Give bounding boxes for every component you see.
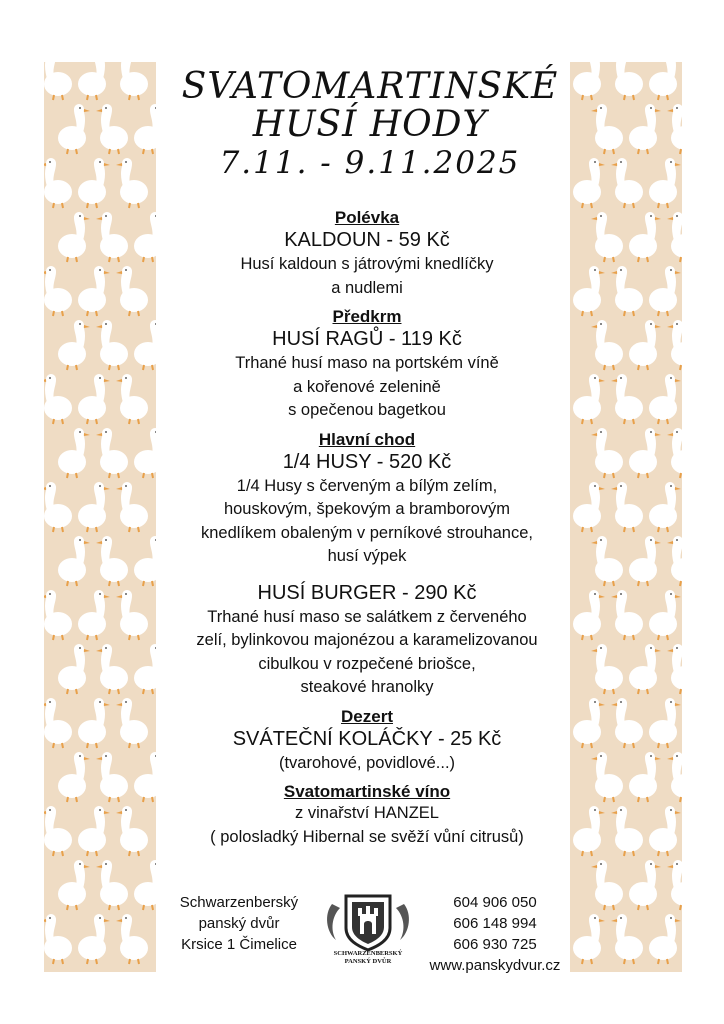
goose-pattern-icon <box>570 262 609 323</box>
dish-desc-line: knedlíkem obaleným v perníkové strouhance, <box>200 523 533 542</box>
goose-pattern-icon <box>570 370 609 431</box>
goose-pattern-icon <box>570 694 609 755</box>
goose-pattern-icon <box>92 532 132 593</box>
phone-number[interactable]: 606 148 994 <box>453 915 537 932</box>
goose-pattern-icon <box>54 748 94 809</box>
dish-desc-line: (tvarohové, povidlové...) <box>278 753 456 772</box>
phone-number[interactable]: 604 906 050 <box>453 894 537 911</box>
dish-desc-line: 1/4 Husy s červeným a bílým zelím, <box>236 476 498 495</box>
goose-pattern-icon <box>54 640 94 701</box>
goose-pattern-icon <box>625 532 665 593</box>
goose-pattern-icon <box>587 100 627 161</box>
goose-pattern-icon <box>92 856 132 917</box>
goose-pattern-icon <box>54 532 94 593</box>
goose-pattern-icon <box>625 748 665 809</box>
goose-pattern-icon <box>130 640 156 701</box>
goose-pattern-icon <box>130 424 156 485</box>
goose-pattern-icon <box>74 802 114 863</box>
goose-pattern-icon <box>44 154 76 215</box>
goose-pattern-icon <box>663 856 682 917</box>
goose-pattern-icon <box>130 316 156 377</box>
goose-pattern-icon <box>645 910 682 971</box>
goose-pattern-icon <box>645 586 682 647</box>
goose-pattern-icon <box>92 208 132 269</box>
goose-pattern-right <box>570 62 682 972</box>
dish-desc-line: houskovým, špekovým a bramborovým <box>223 500 511 518</box>
goose-pattern-icon <box>607 802 647 863</box>
goose-pattern-icon <box>663 748 682 809</box>
goose-pattern-icon <box>74 154 114 215</box>
goose-pattern-icon <box>587 424 627 485</box>
goose-pattern-icon <box>54 424 94 485</box>
goose-pattern-icon <box>607 478 647 539</box>
goose-pattern-icon <box>54 856 94 917</box>
goose-pattern-icon <box>570 802 609 863</box>
goose-pattern-icon <box>92 316 132 377</box>
dish-desc-line: a nudlemi <box>331 278 403 297</box>
logo-text-line: SCHWARZENBERSKÝ <box>333 950 403 957</box>
goose-pattern-icon <box>663 424 682 485</box>
goose-pattern-icon <box>607 262 647 323</box>
goose-pattern-icon <box>663 208 682 269</box>
dish-desc-line: husí výpek <box>327 547 407 565</box>
goose-pattern-icon <box>625 856 665 917</box>
goose-pattern-icon <box>625 208 665 269</box>
menu <box>160 207 574 849</box>
dish-desc-line: zelí, bylinkovou majonézou a karamelizovanou <box>196 631 538 649</box>
goose-pattern-icon <box>570 478 609 539</box>
event-dates: 7.11. - 9.11.2025 <box>219 145 521 181</box>
goose-pattern-icon <box>112 154 152 215</box>
dish-desc-line: cibulkou v rozpečené briošce, <box>258 654 476 673</box>
goose-pattern-icon <box>645 478 682 539</box>
section-heading-vino: Svatomartinské víno <box>283 782 451 801</box>
goose-pattern-icon <box>54 208 94 269</box>
goose-pattern-icon <box>112 910 152 971</box>
goose-pattern-icon <box>112 370 152 431</box>
goose-pattern-icon <box>663 316 682 377</box>
goose-pattern-icon <box>44 586 76 647</box>
phone-number[interactable]: 606 930 725 <box>453 936 537 953</box>
goose-pattern-icon <box>74 262 114 323</box>
goose-pattern-icon <box>74 586 114 647</box>
website-link[interactable]: www.panskydvur.cz <box>429 957 561 974</box>
goose-pattern-icon <box>92 640 132 701</box>
goose-pattern-icon <box>92 100 132 161</box>
section-heading-polevka: Polévka <box>334 208 400 227</box>
goose-pattern-icon <box>130 532 156 593</box>
goose-pattern-icon <box>607 694 647 755</box>
dish-desc-line: a kořenové zelenině <box>293 377 441 396</box>
goose-pattern-icon <box>607 910 647 971</box>
goose-pattern-icon <box>74 694 114 755</box>
goose-pattern-icon <box>112 694 152 755</box>
dish-husi-ragu: HUSÍ RAGŮ - 119 Kč <box>272 328 462 350</box>
goose-pattern-icon <box>625 100 665 161</box>
goose-pattern-icon <box>645 802 682 863</box>
address-line: Krsice 1 Čimelice <box>181 936 297 953</box>
goose-pattern-icon <box>587 748 627 809</box>
goose-pattern-icon <box>645 694 682 755</box>
contact-block <box>420 892 570 976</box>
goose-pattern-icon <box>587 856 627 917</box>
address-line: panský dvůr <box>198 915 280 932</box>
address-line: Schwarzenberský <box>179 894 299 911</box>
goose-pattern-icon <box>92 748 132 809</box>
wine-desc-line: ( polosladký Hibernal se svěží vůní citrusů) <box>210 827 524 846</box>
address-block <box>164 892 314 955</box>
goose-pattern-icon <box>130 856 156 917</box>
goose-pattern-icon <box>112 802 152 863</box>
goose-pattern-icon <box>607 154 647 215</box>
goose-pattern-icon <box>92 424 132 485</box>
section-heading-dezert: Dezert <box>341 706 393 726</box>
section-heading-predkrm: Předkrm <box>332 307 402 326</box>
goose-pattern-icon <box>44 262 76 323</box>
goose-pattern-icon <box>587 640 627 701</box>
goose-pattern-icon <box>645 370 682 431</box>
wine-desc-line: z vinařství HANZEL <box>295 804 439 822</box>
goose-pattern-icon <box>570 154 609 215</box>
dish-ctvrt-husy: 1/4 HUSY - 520 Kč <box>282 450 452 473</box>
goose-pattern-icon <box>663 100 682 161</box>
goose-pattern-icon <box>625 316 665 377</box>
goose-pattern-icon <box>44 694 76 755</box>
goose-pattern-icon <box>625 640 665 701</box>
goose-pattern-icon <box>44 370 76 431</box>
goose-pattern-icon <box>112 262 152 323</box>
goose-pattern-icon <box>54 100 94 161</box>
goose-pattern-icon <box>587 208 627 269</box>
goose-pattern-icon <box>570 586 609 647</box>
goose-pattern-icon <box>54 316 94 377</box>
dish-desc-line: steakové hranolky <box>300 678 434 696</box>
goose-pattern-icon <box>607 586 647 647</box>
goose-pattern-icon <box>130 208 156 269</box>
goose-pattern-icon <box>570 910 609 971</box>
dish-desc-line: Trhané husí maso se salátkem z červeného <box>207 607 527 626</box>
title-line-1: SVATOMARTINSKÉ <box>181 66 559 107</box>
goose-pattern-icon <box>625 424 665 485</box>
dish-husi-burger: HUSÍ BURGER - 290 Kč <box>257 581 477 604</box>
goose-pattern-icon <box>130 748 156 809</box>
goose-pattern-icon <box>74 370 114 431</box>
goose-pattern-icon <box>663 640 682 701</box>
goose-pattern-left <box>44 62 156 972</box>
goose-pattern-icon <box>663 532 682 593</box>
dish-desc-line: Husí kaldoun s játrovými knedlíčky <box>240 255 494 273</box>
logo-wordmark <box>322 950 414 966</box>
goose-pattern-icon <box>130 100 156 161</box>
goose-pattern-icon <box>112 586 152 647</box>
dish-svatecni-kolacky: SVÁTEČNÍ KOLÁČKY - 25 Kč <box>232 727 502 750</box>
title-line-2: HUSÍ HODY <box>252 104 488 145</box>
goose-pattern-icon <box>645 154 682 215</box>
goose-pattern-icon <box>44 802 76 863</box>
goose-pattern-icon <box>74 478 114 539</box>
goose-pattern-icon <box>587 532 627 593</box>
goose-pattern-icon <box>44 478 76 539</box>
logo-text-line: PANSKÝ DVŮR <box>344 958 392 965</box>
section-heading-hlavni-chod: Hlavní chod <box>318 429 416 449</box>
goose-pattern-icon <box>74 910 114 971</box>
goose-pattern-icon <box>587 316 627 377</box>
goose-pattern-icon <box>44 910 76 971</box>
goose-pattern-icon <box>112 478 152 539</box>
dish-desc-line: s opečenou bagetkou <box>288 401 446 419</box>
dish-desc-line: Trhané husí maso na portském víně <box>235 354 499 372</box>
dish-kaldoun: KALDOUN - 59 Kč <box>284 229 450 251</box>
goose-pattern-icon <box>607 370 647 431</box>
goose-pattern-icon <box>645 262 682 323</box>
